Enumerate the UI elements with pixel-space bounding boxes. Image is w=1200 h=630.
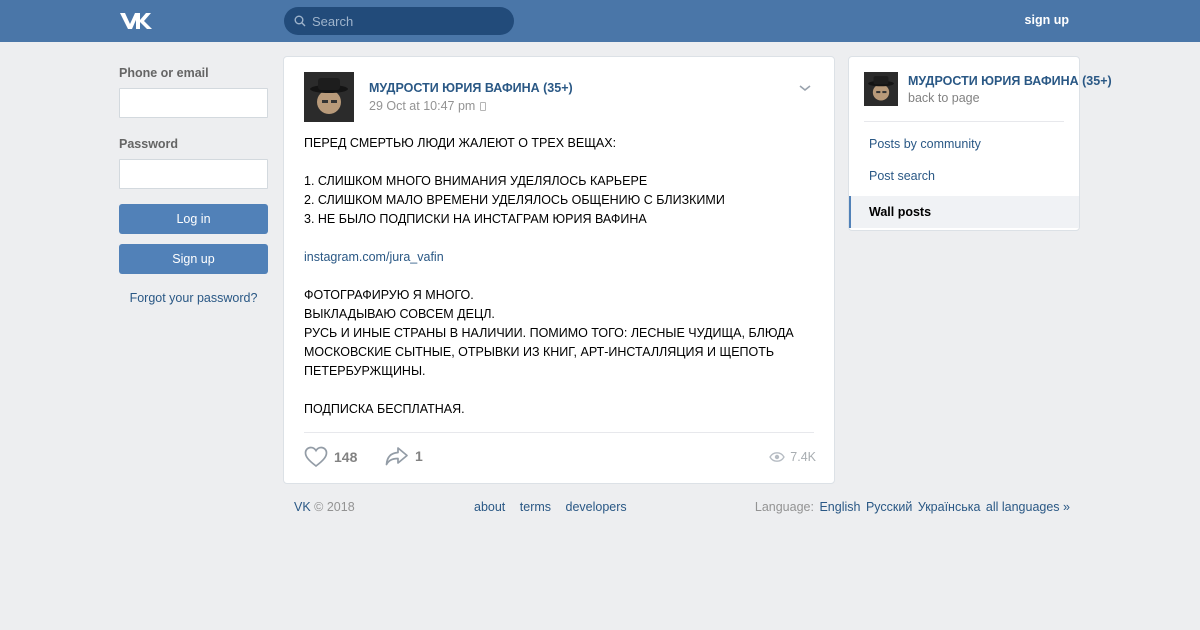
- email-label: Phone or email: [119, 66, 209, 80]
- post-line: 1. СЛИШКОМ МНОГО ВНИМАНИЯ УДЕЛЯЛОСЬ КАРЬЕРЕ: [304, 174, 648, 188]
- footer-link-about[interactable]: about: [474, 500, 506, 514]
- footer-link-terms[interactable]: terms: [519, 500, 552, 514]
- all-languages-link[interactable]: all languages »: [985, 500, 1070, 514]
- wall-post: [283, 56, 835, 484]
- vk-logo-icon[interactable]: [119, 11, 152, 31]
- community-avatar-image: [864, 72, 898, 106]
- search-box[interactable]: [284, 7, 514, 35]
- password-field[interactable]: [119, 159, 268, 189]
- phone-icon: [480, 102, 486, 111]
- top-header: [0, 0, 1200, 42]
- search-icon: [294, 15, 306, 27]
- like-count: 148: [334, 449, 358, 465]
- views-counter: [769, 450, 816, 464]
- avatar-image: [304, 72, 354, 122]
- back-to-page-link[interactable]: back to page: [908, 91, 980, 105]
- post-divider: [304, 432, 814, 433]
- post-line: [304, 153, 816, 172]
- footer-copyright: [294, 500, 355, 514]
- footer-link-developers[interactable]: developers: [565, 500, 627, 514]
- post-line: [304, 267, 816, 286]
- menu-wall-posts[interactable]: Wall posts: [849, 196, 1079, 228]
- post-line: 3. НЕ БЫЛО ПОДПИСКИ НА ИНСТАГРАМ ЮРИЯ ВАФИНА: [304, 212, 647, 226]
- post-line: РУСЬ И ИНЫЕ СТРАНЫ В НАЛИЧИИ. ПОМИМО ТОГО: ЛЕСНЫЕ ЧУДИЩА, БЛЮДА МОСКОВСКИЕ СЫТНЫЕ, ОТРЫВКИ ИЗ КНИГ, АРТ-ИНСТАЛЛЯЦИЯ И ЩЕПОТЬ ПЕТЕРБУРЖЩИНЫ.: [304, 326, 794, 378]
- footer-links: [474, 500, 638, 514]
- language-label: Language:: [754, 500, 814, 514]
- community-title-link[interactable]: МУДРОСТИ ЮРИЯ ВАФИНА (35+): [908, 74, 1112, 88]
- language-ukrainian[interactable]: Українська: [917, 500, 981, 514]
- post-line: ФОТОГРАФИРУЮ Я МНОГО.: [304, 288, 474, 302]
- language-english[interactable]: English: [819, 500, 861, 514]
- panel-menu: [849, 132, 1079, 228]
- share-count: 1: [415, 448, 423, 464]
- instagram-link[interactable]: instagram.com/jura_vafin: [304, 250, 444, 264]
- post-line: ПЕРЕД СМЕРТЬЮ ЛЮДИ ЖАЛЕЮТ О ТРЕХ ВЕЩАХ:: [304, 136, 617, 150]
- panel-divider: [864, 121, 1064, 122]
- menu-post-search[interactable]: Post search: [869, 169, 936, 183]
- post-author-link[interactable]: МУДРОСТИ ЮРИЯ ВАФИНА (35+): [369, 81, 573, 95]
- eye-icon: [769, 452, 785, 462]
- post-line: ПОДПИСКА БЕСПЛАТНАЯ.: [304, 402, 465, 416]
- share-button[interactable]: [385, 446, 423, 466]
- footer: [294, 500, 1070, 520]
- forgot-password-link[interactable]: Forgot your password?: [129, 291, 258, 305]
- post-line: ВЫКЛАДЫВАЮ СОВСЕМ ДЕЦЛ.: [304, 307, 495, 321]
- post-date[interactable]: [369, 99, 486, 113]
- login-button[interactable]: Log in: [119, 204, 268, 234]
- community-avatar[interactable]: [864, 72, 898, 106]
- view-count: 7.4K: [790, 450, 816, 464]
- header-signup-link[interactable]: sign up: [1024, 13, 1069, 27]
- post-link-line: [304, 248, 816, 267]
- like-button[interactable]: [304, 446, 357, 468]
- login-form: [119, 66, 268, 305]
- share-icon: [385, 446, 409, 466]
- community-panel: [848, 56, 1112, 231]
- post-text: [304, 134, 816, 419]
- footer-vk-link[interactable]: VK: [294, 500, 311, 514]
- language-russian[interactable]: Русский: [865, 500, 913, 514]
- search-input[interactable]: [312, 7, 507, 35]
- heart-icon: [304, 446, 328, 468]
- post-line: 2. СЛИШКОМ МАЛО ВРЕМЕНИ УДЕЛЯЛОСЬ ОБЩЕНИЮ С БЛИЗКИМИ: [304, 193, 725, 207]
- menu-posts-by-community[interactable]: Posts by community: [869, 137, 981, 151]
- signup-button[interactable]: Sign up: [119, 244, 268, 274]
- post-line: [304, 381, 816, 400]
- chevron-down-icon[interactable]: [798, 83, 812, 93]
- footer-languages: [755, 500, 1070, 514]
- password-label: Password: [119, 137, 179, 151]
- avatar[interactable]: [304, 72, 354, 122]
- post-actions: [304, 444, 816, 472]
- copyright-text: © 2018: [310, 500, 355, 514]
- email-field[interactable]: [119, 88, 268, 118]
- post-line: [304, 229, 816, 248]
- post-date-text: 29 Oct at 10:47 pm: [369, 99, 476, 113]
